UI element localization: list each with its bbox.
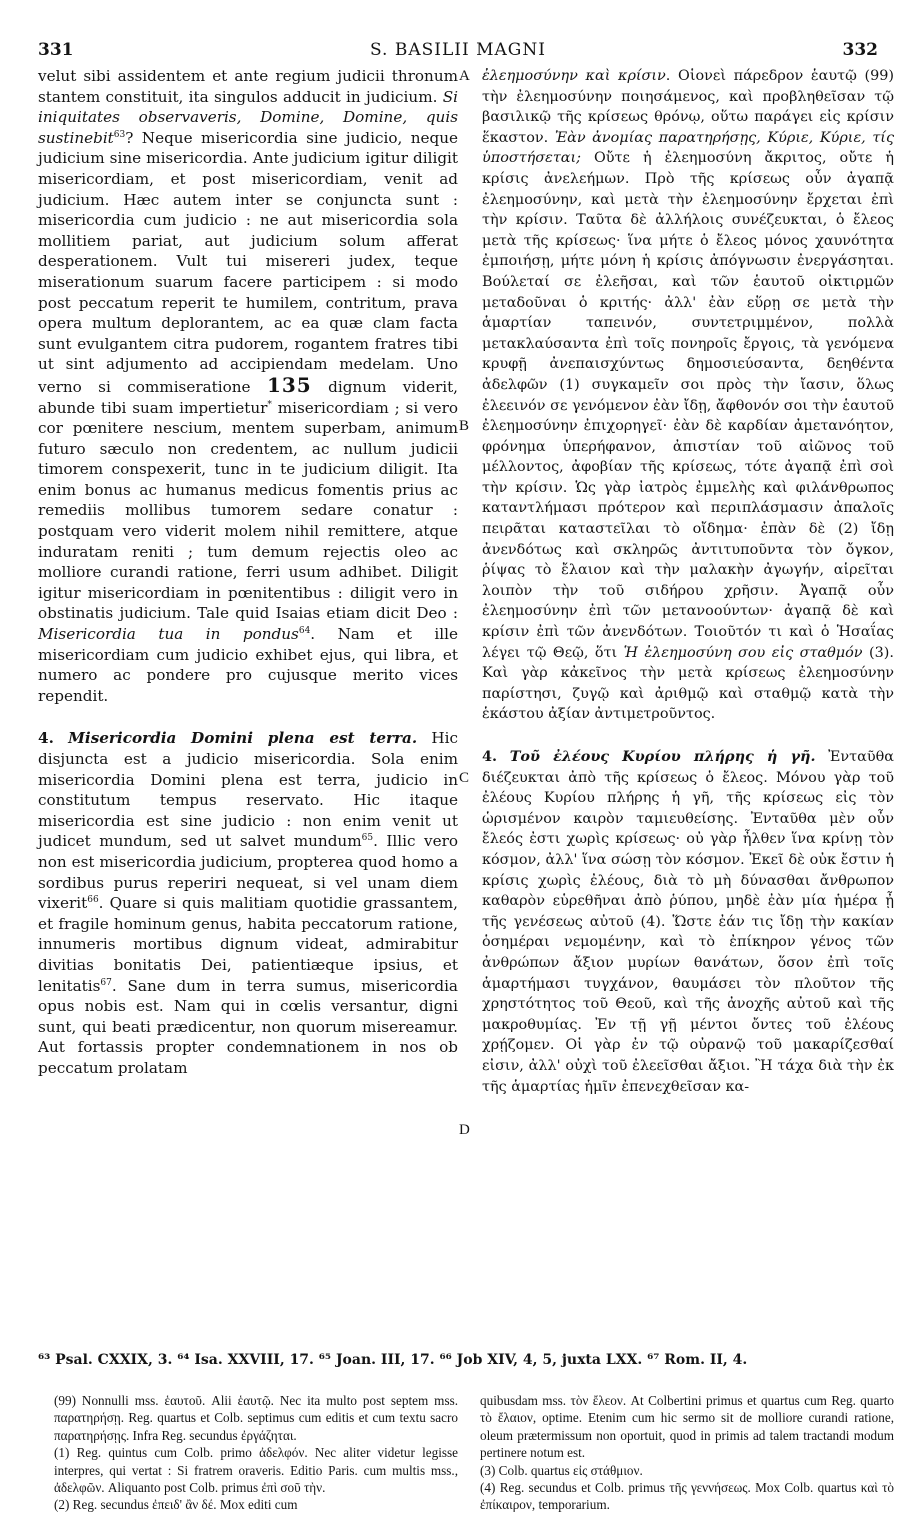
- greek-text: . Οἱονεὶ πάρεδρον ἑαυτῷ (99) τὴν ἐλεημοσύνην ποιησάμενος, καὶ προβληθεῖσαν τῷ βασιλικῷ τῆς κρίσεως θρόνῳ, οὕτω παράγει εἰς κρίσιν ἕκαστον.: [482, 68, 895, 146]
- latin-text: . Nam et ille misericordiam cum judicio exhibet ejus, qui libra, et numero ac pondere pro cujusque merito vices rependit.: [38, 625, 458, 705]
- latin-text: ? Neque misericordia sine judicio, neque judicium sine misericordia. Ante judicium igitur diligit misericordiam, et post misericordiam, venit ad judicium. Hæc autem inter se conjuncta sunt : misericordia cum judicio : ne aut misericordia sola mollitiem pariat, aut judicium solum afferat desperationem. Vult tui misereri judex, teque miserationum suarum facere participem : si modo post peccatum reperit te humilem, contritum, prava opera multum deplorantem, ac ea quæ clam facta sunt evulgantem citra pudorem, rogantem fratres tibi ut sint adjumento ad accipiendam medelam. Uno verno si commiseratione: [38, 128, 458, 396]
- section-number: 4.: [38, 729, 54, 748]
- section-heading: Τοῦ ἐλέους Κυρίου πλήρης ἡ γῆ.: [509, 748, 816, 765]
- greek-quote: ἐλεημοσύνην καὶ κρίσιν: [482, 68, 666, 84]
- latin-text: Hic disjuncta est a judicio misericordia. Sola enim misericordia Domini plena est terra, judicio in constitutum tempus reservato. Hic itaque misericordia est sine judicio : non enim venit ut judicet mundum, sed ut salvet mundum: [38, 729, 458, 851]
- latin-column: [38, 66, 458, 1079]
- margin-letter-c: C: [459, 770, 470, 786]
- page-header: [38, 40, 878, 66]
- latin-quote: Misericordia tua in pondus: [38, 625, 299, 644]
- footnotes-left: [54, 1392, 458, 1514]
- latin-quote: Si iniquitates observaveris, Domine, Domine, quis sustinebit: [38, 87, 458, 147]
- greek-text: Ἐνταῦθα διέζευκται ἀπὸ τῆς κρίσεως ὁ ἔλεος. Μόνου γὰρ τοῦ ἐλέους Κυρίου πλήρης ἡ γῆ, τῆς κρίσεως εἰς τὸν ὡρισμένον καιρὸν ταμιευθείσης. Ἐνταῦθα μὲν οὖν ἔλεός ἐστι χωρὶς κρίσεως· οὐ γὰρ ἦλθεν ἵνα κρίνῃ τὸν κόσμον, ἀλλ' ἵνα σώσῃ τὸν κόσμον. Ἐκεῖ δὲ οὐκ ἔστιν ἡ κρίσις χωρὶς ἐλέους, διὰ τὸ μὴ δύνασθαι ἄνθρωπον καθαρὸν εὑρεθῆναι ἀπὸ ῥύπου, μηδὲ ἐὰν μία ἡμέρα ᾖ τῆς γενέσεως αὐτοῦ (4). Ὥστε ἐάν τις ἴδῃ τὴν κακίαν ὁσημέραι νεμομένην, καὶ τὸ ἐπίκηρον γένος τῶν ἀνθρώπων ἄξιον μυρίων θανάτων, ὅσον ἐπὶ τοῖς ἁμαρτήμασι τυγχάνον, θαυμάσει τὸν πλοῦτον τῆς χρηστότητος τοῦ Θεοῦ, καὶ τῆς ἀνοχῆς αὐτοῦ καὶ τῆς μακροθυμίας. Ἐν τῇ γῇ μέντοι ὄντες τοῦ ἐλέους χρῄζομεν. Οἱ γὰρ ἐν τῷ οὐρανῷ τοῦ μακαρίζεσθαί εἰσιν, ἀλλ' οὐχὶ τοῦ ἐλεεῖσθαι ἄξιοι. Ἢ τάχα διὰ τὴν ἐκ τῆς ἁμαρτίας ἡμῖν ἐπενεχθεῖσαν κα-: [482, 749, 894, 1095]
- section-number: 4.: [482, 748, 498, 765]
- latin-paragraph-1: [38, 66, 458, 706]
- scripture-references: ⁶³ Psal. CXXIX, 3. ⁶⁴ Isa. XXVIII, 17. ⁶⁵ Joan. III, 17. ⁶⁶ Job XIV, 4, 5, juxta LXX. ⁶⁷ Rom. II, 4.: [38, 1352, 748, 1368]
- footnote-ref-66: 66: [87, 895, 99, 906]
- margin-letter-a: A: [459, 68, 470, 84]
- latin-text: . Sane dum in terra sumus, misericordia opus nobis est. Nam qui in cœlis versantur, digni sunt, qui beati prædicentur, non quorum misereamur. Aut fortassis propter condemnationem in nos ob peccatum prolatam: [38, 976, 458, 1077]
- footnote: (2) Reg. secundus ἐπειδ' ἂν δέ. Mox editi cum: [54, 1497, 298, 1513]
- latin-text: . Quare si quis malitiam quotidie grassantem, et fragile hominum genus, habita peccatorum ratione, innumeris mortibus dignum videat, admirabitur divitias bonitatis Dei, patientiæque ipsius, et lenitatis: [38, 894, 458, 995]
- footnote: (3) Colb. quartus εἰς στάθμιον.: [480, 1462, 643, 1478]
- greek-paragraph-1: [482, 66, 894, 725]
- latin-text: misericordiam ; si vero cor pœnitere nescium, mentem superbam, animum futuro sæculo non credentem, ac nullum judicii timorem conspexerit, tunc in te judicium diligit. Ita enim bonus ac humanus medicus fomentis prius ac remediis mollibus tumorem sedare conatur : postquam vero viderit molem nihil remittere, atque induratam reniti ; tum demum rejectis oleo ac molliore curandi ratione, ferri usum adhibet. Diligit igitur misericordiam in pœnitentibus : diligit vero in obstinatis judicium. Tale quid Isaias etiam dicit Deo :: [38, 398, 458, 623]
- page-number-right: 332: [842, 40, 878, 60]
- latin-text: dignum viderit, abunde tibi suam impertietur: [38, 377, 459, 417]
- asterisk-mark: *: [267, 399, 272, 410]
- footnote-ref-67: 67: [100, 977, 112, 988]
- footnote-ref-63: 63: [113, 129, 126, 140]
- greek-paragraph-2: [482, 747, 894, 1097]
- footnote-ref-65: 65: [361, 833, 374, 844]
- footnote-ref-64: 64: [298, 625, 311, 636]
- page-number-left: 331: [38, 40, 74, 60]
- footnote: (4) Reg. secundus et Colb. primus τῆς γεννήσεως. Mox Colb. quartus καὶ τὸ ἐπίκαιρον, temporarium.: [480, 1480, 894, 1513]
- greek-column: [482, 66, 894, 1097]
- running-title: S. BASILII MAGNI: [370, 40, 546, 60]
- column-number-marker: 135: [266, 372, 312, 397]
- margin-letter-d: D: [459, 1122, 470, 1138]
- latin-paragraph-2: [38, 728, 458, 1078]
- greek-text: (3). Καὶ γὰρ κἀκεῖνος τὴν μετὰ κρίσεως ἐλεημοσύνην παρίστησι, ζυγῷ καὶ ἀριθμῷ καὶ σταθμῷ κατὰ τὴν ἑκάστου ἀξίαν ἀντιμετροῦντος.: [482, 644, 894, 723]
- section-heading: Misericordia Domini plena est terra.: [68, 729, 418, 748]
- footnotes-right: [480, 1392, 894, 1514]
- greek-text: Οὔτε ἡ ἐλεημοσύνη ἄκριτος, οὔτε ἡ κρίσις ἀνελεήμων. Πρὸ τῆς κρίσεως οὖν ἀγαπᾷ ἐλεημοσύνην, καὶ μετὰ τὴν ἐλεημοσύνην ἔρχεται ἐπὶ τὴν κρίσιν. Ταῦτα δὲ ἀλλήλοις συνέζευκται, ὁ ἔλεος μετὰ τῆς κρίσεως· ἵνα μήτε ὁ ἔλεος μόνος χαυνότητα ἐμποιήσῃ, μήτε μόνη ἡ κρίσις ἀπόγνωσιν ἐνεργάσηται. Βούλεταί σε ἐλεῆσαι, καὶ τῶν ἑαυτοῦ οἰκτιρμῶν μεταδοῦναι ὁ κριτής· ἀλλ' ἐὰν εὕρῃ σε μετὰ τὴν ἁμαρτίαν ταπεινόν, συντετριμμένον, πολλὰ μετακλαύσαντα ἐπὶ τοῖς πονηροῖς ἔργοις, τὰ γενόμενα κρυφῇ ἀνεπαισχύντως δημοσιεύσαντα, δεηθέντα ἀδελφῶν (1) συγκαμεῖν σοι πρὸς τὴν ἴασιν, ὅλως ἐλεεινόν σε γενόμενον ἐὰν ἴδῃ, ἄφθονόν σοι τὴν ἑαυτοῦ ἐλεημοσύνην ἐπιχορηγεῖ· ἐὰν δὲ καρδίαν ἀμετανόητον, φρόνημα ὑπερήφανον, ἀπιστίαν τοῦ αἰῶνος τοῦ μέλλοντος, ἀφοβίαν τῆς κρίσεως, τότε ἀγαπᾷ ἐπὶ σοὶ τὴν κρίσιν. Ὡς γὰρ ἰατρὸς ἐμμελὴς καὶ φιλάνθρωπος καταντλήμασι πρότερον καὶ περιπλάσμασιν ἀπαλοῖς πειρᾶται καταστεῖλαι τὸ οἴδημα· ἐπὰν δὲ (2) ἴδῃ ἀνενδότως καὶ σκληρῶς ἀντιτυποῦντα τὸν ὄγκον, ῥίψας τὸ ἔλαιον καὶ τὴν μαλακὴν ἀγωγήν, αἱρεῖται λοιπὸν τὴν τοῦ σιδήρου χρῆσιν. Ἀγαπᾷ οὖν ἐλεημοσύνην ἐπὶ τῶν μετανοούντων· ἀγαπᾷ δὲ καὶ κρίσιν ἐπὶ τῶν ἀνενδότων. Τοιοῦτόν τι καὶ ὁ Ἡσαΐας λέγει τῷ Θεῷ, ὅτι: [482, 150, 894, 661]
- latin-text: . Illic vero non est misericordia judicium, propterea quod homo a sordibus purus reperiri nequeat, si vel unam diem vixerit: [38, 832, 458, 913]
- greek-quote: Ἡ ἐλεημοσύνη σου εἰς σταθμόν: [623, 644, 863, 661]
- greek-quote: Ἐὰν ἀνομίας παρατηρήσῃς, Κύριε, Κύριε, τίς ὑποστήσεται;: [482, 129, 895, 167]
- footnote: (99) Nonnulli mss. ἑαυτοῦ. Alii ἑαυτῷ. Nec ita multo post septem mss. παρατηρήσῃ. Reg. quartus et Colb. septimus cum editis et cum textu sacro παρατηρήσῃς. Infra Reg. secundus ἐργάζηται.: [54, 1393, 458, 1443]
- latin-text: velut sibi assidentem et ante regium judicii thronum stantem constituit, ita singulos adducit in judicium.: [38, 67, 458, 106]
- margin-letter-b: B: [459, 418, 470, 434]
- footnote: quibusdam mss. τὸν ἔλεον. At Colbertini primus et quartus cum Reg. quarto τὸ ἔλαιον, optime. Etenim cum hic sermo sit de molliore curandi ratione, oleum prætermissum non oportuit, quod in primis ad talem tractandi modum pertinere notum est.: [480, 1393, 894, 1461]
- footnote: (1) Reg. quintus cum Colb. primo ἀδελφόν. Nec aliter videtur legisse interpres, qui vertat : Si fratrem oraveris. Editio Paris. cum multis mss., ἀδελφῶν. Aliquanto post Colb. primus ἐπὶ σοῦ τὴν.: [54, 1445, 458, 1496]
